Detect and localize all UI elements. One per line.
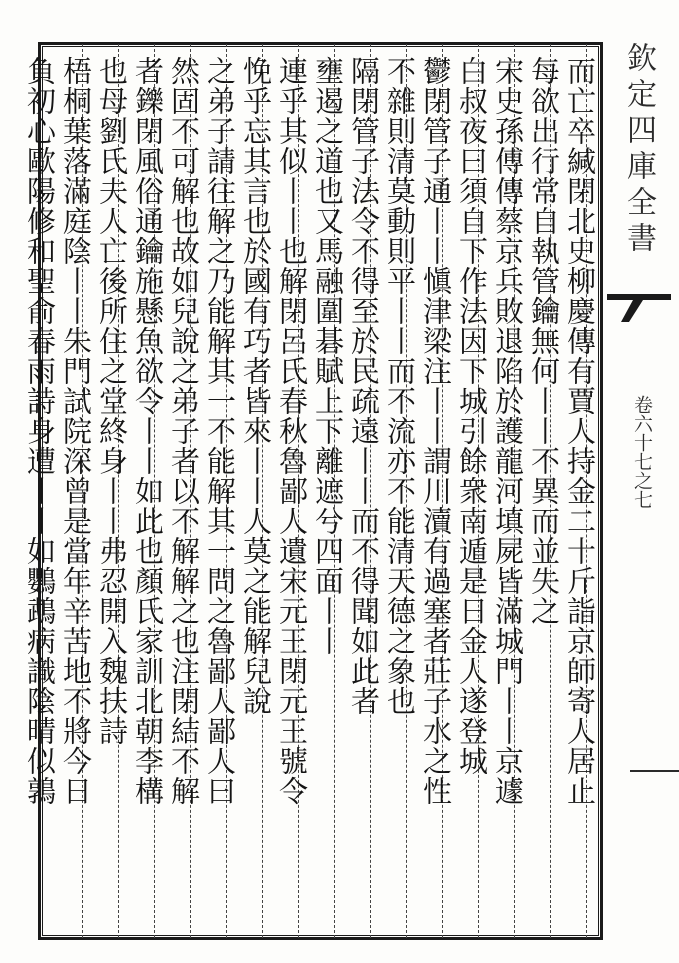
chapter-label: 卷六十七之七 xyxy=(631,395,653,509)
text-column: 悗乎忘其言也於國有巧者皆來丨丨人莫之能解兒說 xyxy=(239,56,273,716)
text-column: 每欲出行常自執管鑰無何丨丨不異而並失之 xyxy=(527,56,561,626)
text-column: 壅遏之道也又馬融圍碁賦上下離遮兮四面丨丨 xyxy=(311,56,345,656)
margin-rule xyxy=(630,770,679,772)
text-column: 宋史孫傅傳蔡京兵敗退陷於護龍河填屍皆滿城門丨丨京遽 xyxy=(491,56,525,806)
text-column: 之弟子請往解之乃能解其一不能解其一問之魯鄙人鄙人曰 xyxy=(203,56,237,806)
text-column: 然固不可解也故如兒說之弟子者以不解解之也注閉結不解 xyxy=(167,56,201,806)
text-column: 也母劉氏夫人亡後所住之堂終身丨丨弗忍開入魏扶詩 xyxy=(95,56,129,746)
book-title: 欽定四庫全書 xyxy=(621,42,656,258)
text-column: 白叔夜曰須自下作法因下城引餘衆南遁是日金人遂登城 xyxy=(455,56,489,776)
text-column: 隔閉管子法令不得至於民疏遠丨丨而不得聞如此者 xyxy=(347,56,381,716)
text-column: 梧桐葉落滿庭陰丨丨朱門試院深曾是當年辛苦地不將今日 xyxy=(59,56,93,806)
text-column: 者鑠閉風俗通鑰施懸魚欲令丨丨如此也顏氏家訓北朝李構 xyxy=(131,56,165,806)
text-column: 而亡卒緘閉北史柳慶傳有賈人持金二十斤詣京師寄人居止 xyxy=(563,56,597,806)
fish-tail-ornament xyxy=(607,292,671,326)
text-column: 鬱閉管子通丨丨愼津梁注丨丨謂川瀆有過塞者莊子水之性 xyxy=(419,56,453,806)
text-column: 負初心歐陽修和聖俞春雨詩身遭丨丨如鸚鵡病識陰晴似鶉 xyxy=(23,56,57,806)
text-column: 連乎其似丨丨也解閉呂氏春秋魯鄙人遺宋元王閉元王號令 xyxy=(275,56,309,806)
text-column: 不雜則清莫動則平丨丨而不流亦不能清天德之象也 xyxy=(383,56,417,716)
